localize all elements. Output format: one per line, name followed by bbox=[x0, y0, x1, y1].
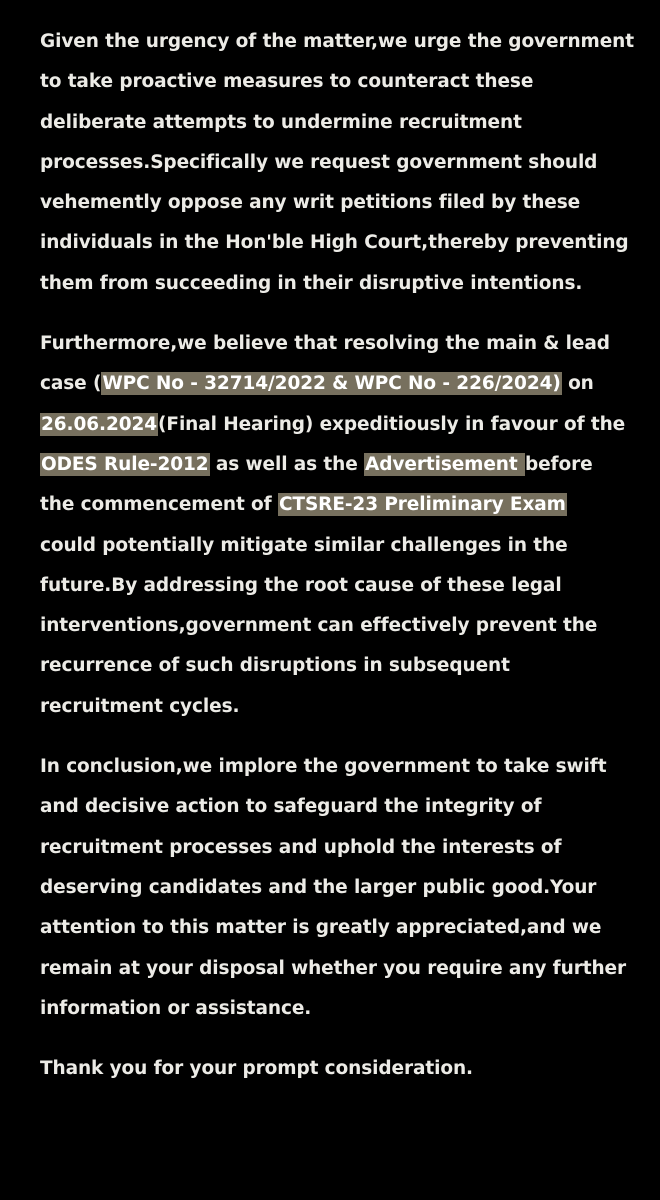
highlighted-text: CTSRE-23 Preliminary Exam bbox=[278, 494, 566, 516]
text-segment: attention to this matter is greatly appreciated,and we bbox=[40, 917, 602, 939]
highlighted-text: ODES Rule-2012 bbox=[41, 453, 209, 475]
text-segment: individuals in the Hon'ble High Court,thereby preventing bbox=[40, 232, 629, 254]
text-line bbox=[40, 646, 640, 686]
paragraph bbox=[40, 747, 640, 1029]
text-segment: could potentially mitigate similar challenges in the bbox=[40, 534, 568, 556]
text-segment: as well as the bbox=[209, 453, 365, 475]
text-line bbox=[40, 364, 640, 404]
text-segment: on bbox=[561, 373, 594, 395]
text-line bbox=[40, 606, 640, 646]
text-line bbox=[40, 526, 640, 566]
text-segment: interventions,government can effectively prevent the bbox=[40, 615, 598, 637]
text-segment: recruitment cycles. bbox=[40, 695, 240, 717]
text-line bbox=[40, 908, 640, 948]
text-line bbox=[40, 405, 640, 445]
text-segment: In conclusion,we implore the government to take swift bbox=[40, 756, 607, 778]
text-segment: future.By addressing the root cause of these legal bbox=[40, 574, 562, 596]
text-line bbox=[40, 264, 640, 304]
text-segment: vehemently oppose any writ petitions filed by these bbox=[40, 192, 581, 214]
highlighted-text: 26.06.2024 bbox=[41, 413, 158, 435]
text-line bbox=[40, 989, 640, 1029]
text-line bbox=[40, 828, 640, 868]
text-line bbox=[40, 1049, 640, 1089]
text-line bbox=[40, 949, 640, 989]
highlighted-text: Advertisement bbox=[365, 453, 524, 475]
paragraph bbox=[40, 324, 640, 727]
text-line bbox=[40, 868, 640, 908]
text-line bbox=[40, 62, 640, 102]
text-segment: (Final Hearing) expeditiously in favour of the bbox=[158, 413, 626, 435]
text-line bbox=[40, 566, 640, 606]
text-line bbox=[40, 223, 640, 263]
text-segment: Furthermore,we believe that resolving the main & lead bbox=[40, 333, 610, 355]
text-segment: remain at your disposal whether you require any further bbox=[40, 957, 627, 979]
text-line bbox=[40, 787, 640, 827]
text-segment: information or assistance. bbox=[40, 997, 312, 1019]
text-line bbox=[40, 183, 640, 223]
text-segment: the commencement of bbox=[40, 494, 278, 516]
text-segment: case ( bbox=[40, 373, 102, 395]
highlighted-text: WPC No - 32714/2022 & WPC No - 226/2024) bbox=[102, 373, 561, 395]
text-segment: Given the urgency of the matter,we urge the government bbox=[40, 31, 634, 52]
text-segment: to take proactive measures to counteract these bbox=[40, 71, 534, 93]
text-segment: and decisive action to safeguard the integrity of bbox=[40, 796, 542, 818]
text-segment: recurrence of such disruptions in subsequent bbox=[40, 655, 510, 677]
text-line bbox=[40, 143, 640, 183]
text-segment: recruitment processes and uphold the interests of bbox=[40, 836, 562, 858]
text-segment: Thank you for your prompt consideration. bbox=[40, 1058, 473, 1080]
text-segment: processes.Specifically we request government should bbox=[40, 151, 598, 173]
text-segment: them from succeeding in their disruptive intentions. bbox=[40, 272, 583, 294]
text-line bbox=[40, 445, 640, 485]
text-segment: before bbox=[524, 453, 593, 475]
document-body bbox=[40, 22, 640, 1089]
text-segment: deliberate attempts to undermine recruitment bbox=[40, 111, 522, 133]
text-line bbox=[40, 103, 640, 143]
text-line bbox=[40, 22, 640, 62]
paragraph bbox=[40, 22, 640, 304]
text-line bbox=[40, 324, 640, 364]
text-line bbox=[40, 747, 640, 787]
paragraph bbox=[40, 1049, 640, 1089]
text-segment: deserving candidates and the larger public good.Your bbox=[40, 876, 597, 898]
text-line bbox=[40, 485, 640, 525]
text-line bbox=[40, 687, 640, 727]
